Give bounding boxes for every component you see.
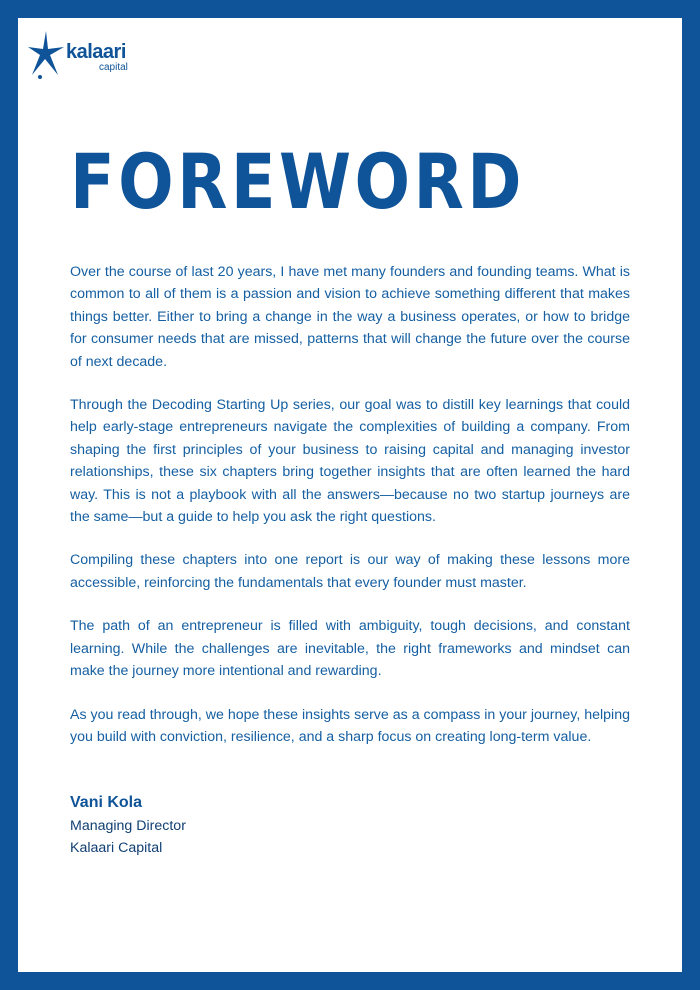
logo-brand-text: kalaari: [66, 41, 126, 63]
paragraph-4: The path of an entrepreneur is filled with ambiguity, tough decisions, and constant learning. While the challenges are inevitable, the right frameworks and mindset can make the journey more intentional and rewarding.: [70, 618, 630, 680]
paragraph-2: Through the Decoding Starting Up series, our goal was to distill key learnings that could help early-stage entrepreneurs navigate the complexities of building a company. From shaping the first principles of your business to raising capital and managing investor relationships, these six chapters bring together insights that are often learned the hard way. This is not a playbook with all the answers—because no two startup journeys are the same—but a guide to help you ask the right questions.: [70, 397, 630, 526]
page-title: FOREWORD: [70, 137, 525, 226]
paragraph-3: Compiling these chapters into one report is our way of making these lessons more accessible, reinforcing the fundamentals that every founder must master.: [70, 552, 630, 591]
kalaari-logo: [28, 29, 138, 85]
paragraph-1: Over the course of last 20 years, I have met many founders and founding teams. What is common to all of them is a passion and vision to achieve something different that makes things better. Either to bring a change in the way a business operates, or how to bridge for consumer needs that are missed, patterns that will change the future over the course of next decade.: [70, 264, 630, 370]
foreword-body: [70, 261, 630, 769]
paragraph-5: As you read through, we hope these insights serve as a compass in your journey, helping you build with conviction, resilience, and a sharp focus on creating long-term value.: [70, 706, 630, 745]
document-page: [18, 18, 682, 972]
star-logo-icon: [28, 29, 68, 81]
logo-sub-text: capital: [99, 62, 128, 73]
signature-role: Managing Director: [70, 818, 186, 834]
signature-company: Kalaari Capital: [70, 840, 163, 857]
signature-name: Vani Kola: [70, 794, 143, 811]
signature-block: [70, 791, 186, 860]
